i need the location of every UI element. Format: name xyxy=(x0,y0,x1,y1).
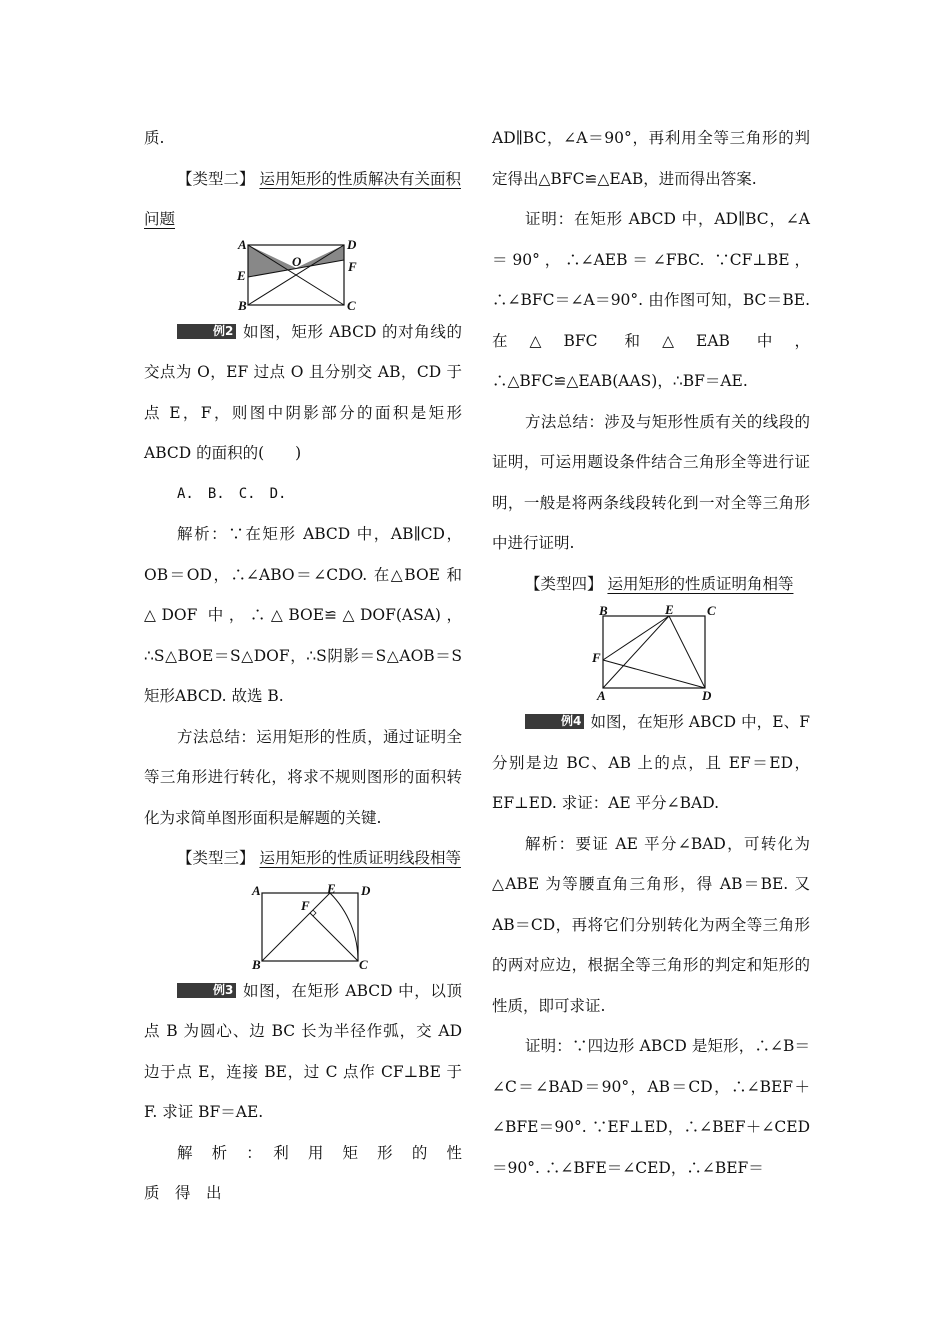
example-2-text: 如图，矩形 ABCD 的对角线的交点为 O，EF 过点 O 且分别交 AB，CD 于点 E，F，则图中阴影部分的面积是矩形 ABCD 的面积的( ) xyxy=(144,322,462,462)
example-2-problem xyxy=(144,312,462,474)
paragraph-continuation: 质. xyxy=(144,129,165,147)
example-2-badge: 例2 xyxy=(177,324,236,339)
label-d: D xyxy=(347,236,357,252)
example-3-analysis-start: 解 析 ： 利 用 矩 形 的 性 质 得 出 xyxy=(144,1143,478,1202)
label-d: D xyxy=(702,688,712,703)
example-2-analysis: 解析：∵在矩形 ABCD 中，AB∥CD，OB＝OD，∴∠ABO＝∠CDO. 在△BOE 和△DOF 中，∴△BOE≌△DOF(ASA)，∴S△BOE＝S△DOF，∴S阴影＝S△AOB＝S矩形ABCD. 故选 B. xyxy=(144,525,462,705)
figure-example-2 xyxy=(223,236,383,313)
rectangle-abcd xyxy=(603,616,705,688)
figure-example-4 xyxy=(581,604,721,702)
example-3-problem xyxy=(144,971,462,1133)
segment-fe xyxy=(603,616,669,660)
right-angle-mark xyxy=(313,910,316,916)
example-3-analysis-continued: AD∥BC，∠A＝90°，再利用全等三角形的判定得出△BFC≌△EAB，进而得出答案. xyxy=(492,129,810,188)
type3-title: 运用矩形的性质证明线段相等 xyxy=(259,849,461,867)
type4-label: 【类型四】 xyxy=(525,574,603,593)
figure-example-3 xyxy=(238,879,371,972)
segment-be xyxy=(262,893,330,961)
arc-ce xyxy=(330,893,358,961)
segment-fd xyxy=(603,660,705,688)
segment-ed xyxy=(669,616,705,688)
segment-cf xyxy=(310,913,358,961)
label-b: B xyxy=(599,603,608,618)
example-4-badge: 例4 xyxy=(525,714,584,729)
example-3-badge: 例3 xyxy=(177,983,236,998)
left-column xyxy=(144,118,478,1214)
label-b: B xyxy=(238,297,247,313)
label-f: F xyxy=(592,650,601,665)
label-e: E xyxy=(237,267,246,283)
label-f: F xyxy=(301,897,310,913)
example-3-summary: 方法总结：涉及与矩形性质有关的线段的证明，可运用题设条件结合三角形全等进行证明，一般是将两条线段转化到一对全等三角形中进行证明. xyxy=(492,412,810,552)
label-o: O xyxy=(292,253,302,269)
type4-heading xyxy=(492,564,810,605)
example-4-proof: 证明：∵四边形 ABCD 是矩形，∴∠B＝∠C＝∠BAD＝90°，AB＝CD，∴∠BEF＋∠BFE＝90°. ∵EF⊥ED，∴∠BEF＋∠CED＝90°. ∴∠BFE＝∠CED，∴∠BEF＝ xyxy=(492,1037,810,1177)
label-f: F xyxy=(348,258,357,274)
right-column xyxy=(492,118,810,1188)
type3-heading xyxy=(144,838,462,879)
example-2-choices: A. B. C. D. xyxy=(177,485,287,502)
example-3-proof: 证明：在矩形 ABCD 中，AD∥BC，∠A＝90°，∴∠AEB＝∠FBC. ∵CF⊥BE，∴∠BFC＝∠A＝90°. 由作图可知，BC＝BE. 在△BFC 和△EAB 中，∴△BFC≌△EAB(AAS)，∴BF＝AE. xyxy=(492,210,810,390)
label-c: C xyxy=(347,297,356,313)
label-c: C xyxy=(707,603,716,618)
label-e: E xyxy=(665,602,674,617)
label-d: D xyxy=(361,882,371,898)
type4-title: 运用矩形的性质证明角相等 xyxy=(607,574,794,593)
type2-label: 【类型二】 xyxy=(177,169,255,188)
segment-ae xyxy=(603,616,669,688)
example-4-analysis: 解析：要证 AE 平分∠BAD，可转化为△ABE 为等腰直角三角形，得 AB＝BE. 又 AB＝CD，再将它们分别转化为两全等三角形的两对应边，根据全等三角形的判定和矩形的性质，即可求证. xyxy=(492,834,810,1015)
label-a: A xyxy=(238,236,247,252)
label-a: A xyxy=(252,882,261,898)
example-4-text: 如图，在矩形 ABCD 中，E、F 分别是边 BC、AB 上的点，且 EF＝ED，EF⊥ED. 求证：AE 平分∠BAD. xyxy=(492,713,810,812)
label-b: B xyxy=(252,956,261,972)
label-c: C xyxy=(359,956,368,972)
type2-title: 运用矩形的性质解决有关面积问题 xyxy=(144,169,461,228)
type2-heading xyxy=(144,159,462,240)
example-2-summary: 方法总结：运用矩形的性质，通过证明全等三角形进行转化，将求不规则图形的面积转化为求简单图形面积是解题的关键. xyxy=(144,727,462,827)
example-3-text: 如图，在矩形 ABCD 中，以顶点 B 为圆心、边 BC 长为半径作弧，交 AD 边于点 E，连接 BE，过 C 点作 CF⊥BE 于 F. 求证 BF＝AE. xyxy=(144,981,462,1121)
label-e: E xyxy=(327,880,336,896)
example-4-problem xyxy=(492,702,810,824)
rectangle-abcd xyxy=(262,893,358,961)
type3-label: 【类型三】 xyxy=(177,849,255,867)
label-a: A xyxy=(597,688,606,703)
